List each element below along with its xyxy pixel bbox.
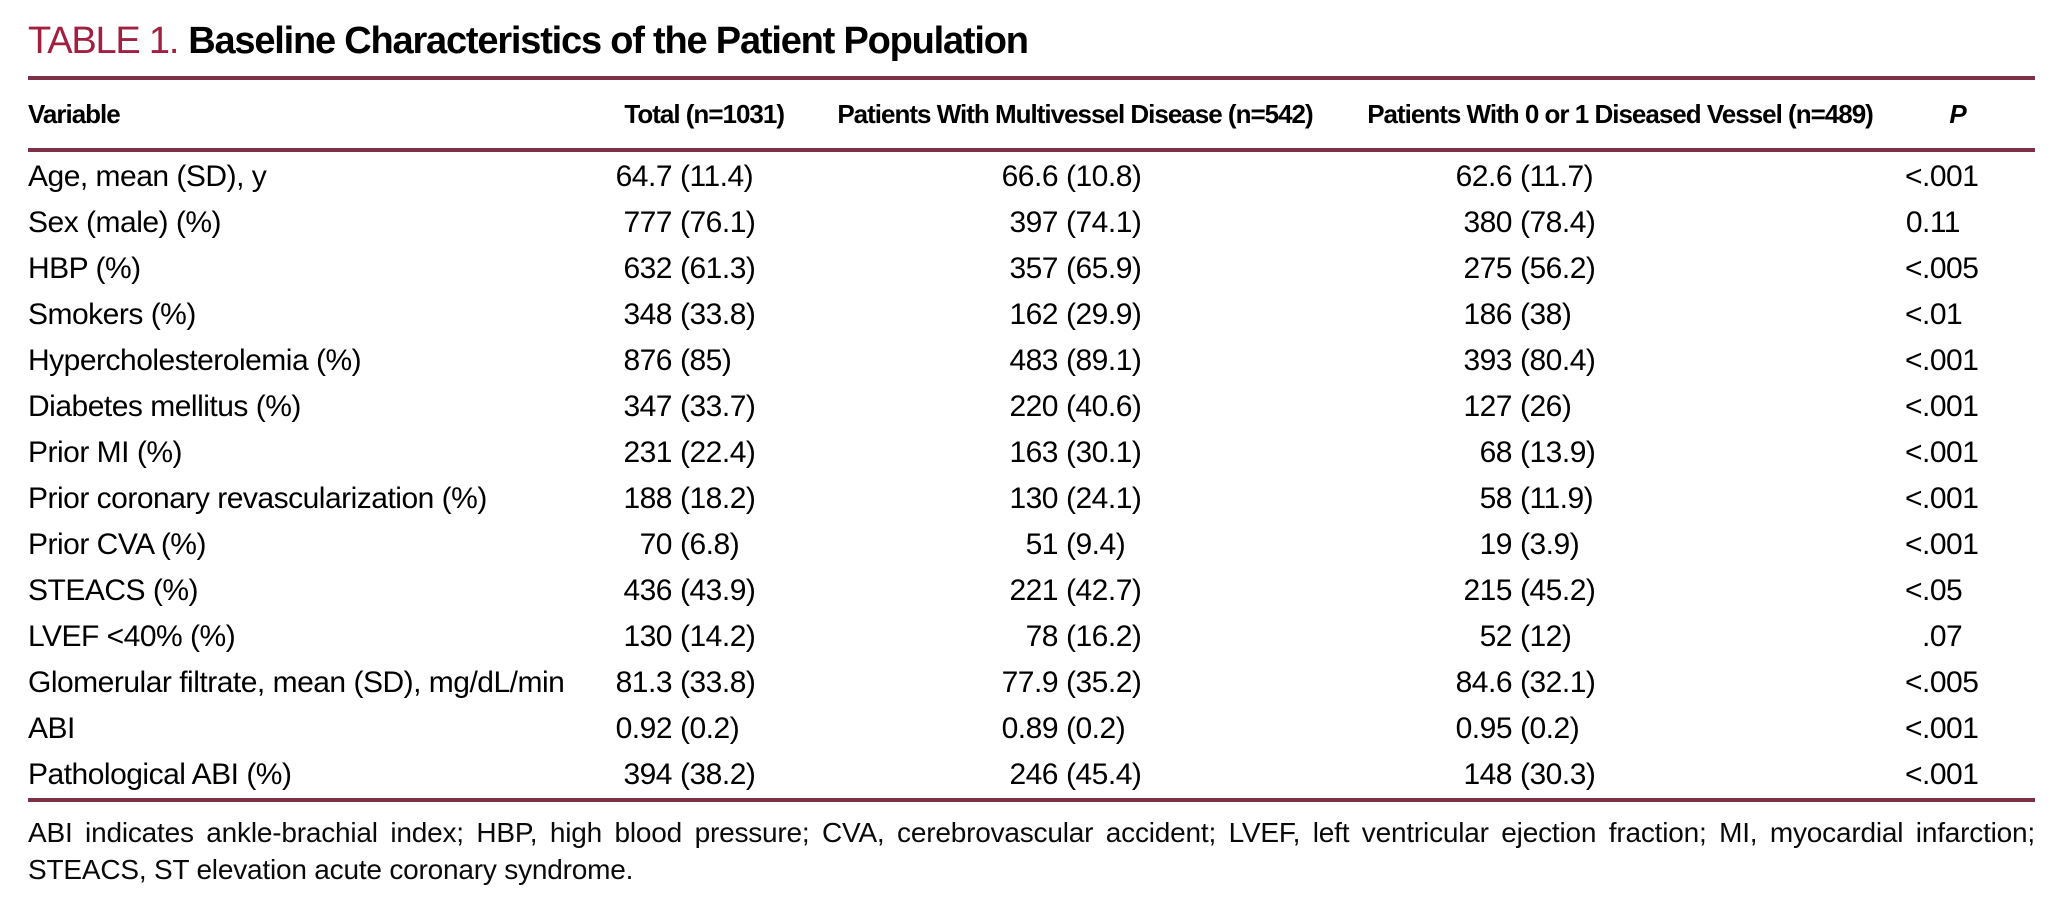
cell-total-value: 130	[623, 620, 672, 653]
table-row	[28, 706, 2035, 752]
cell-multivessel-paren: (10.8)	[1066, 160, 1142, 193]
table-row	[28, 568, 2035, 614]
cell-multivessel-paren: (45.4)	[1066, 758, 1142, 791]
cell-p-post: .001	[1922, 436, 1979, 469]
cell-variable: Glomerular filtrate, mean (SD), mg/dL/min	[28, 666, 565, 699]
cell-variable: STEACS (%)	[28, 574, 199, 607]
cell-multivessel-paren: (0.2)	[1066, 712, 1126, 745]
cell-zero_or_one-value: 393	[1463, 344, 1512, 377]
cell-zero_or_one-value: 127	[1463, 390, 1512, 423]
table-1-container	[28, 20, 2035, 888]
column-header-total: Total (n=1031)	[624, 98, 784, 129]
cell-multivessel-value: 246	[1009, 758, 1058, 791]
cell-multivessel-paren: (42.7)	[1066, 574, 1142, 607]
cell-p-pre: <	[1904, 298, 1922, 331]
table-row	[28, 430, 2035, 476]
cell-total-paren: (33.7)	[680, 390, 756, 423]
cell-p-post: .005	[1922, 252, 1979, 285]
cell-p-post: .005	[1922, 666, 1979, 699]
cell-multivessel-value: 130	[1009, 482, 1058, 515]
cell-total-paren: (43.9)	[680, 574, 756, 607]
column-header-zero-or-one: Patients With 0 or 1 Diseased Vessel (n=489)	[1367, 98, 1873, 129]
cell-p-pre: <	[1904, 482, 1922, 515]
cell-total-paren: (33.8)	[680, 298, 756, 331]
cell-multivessel-paren: (29.9)	[1066, 298, 1142, 331]
cell-multivessel-value: 77.9	[1001, 666, 1058, 699]
cell-multivessel-paren: (24.1)	[1066, 482, 1142, 515]
table-number-label: TABLE 1.	[28, 20, 179, 62]
cell-multivessel-value: 357	[1009, 252, 1058, 285]
cell-zero_or_one-paren: (45.2)	[1520, 574, 1596, 607]
cell-multivessel-paren: (40.6)	[1066, 390, 1142, 423]
cell-variable: LVEF <40% (%)	[28, 620, 236, 653]
table-row	[28, 522, 2035, 568]
cell-p-post: .001	[1922, 160, 1979, 193]
cell-variable: Diabetes mellitus (%)	[28, 390, 301, 423]
cell-zero_or_one-value: 186	[1463, 298, 1512, 331]
table-row	[28, 292, 2035, 338]
table-row	[28, 246, 2035, 292]
cell-p-post: .001	[1922, 758, 1979, 791]
cell-p-post: .001	[1922, 482, 1979, 515]
cell-zero_or_one-value: 275	[1463, 252, 1512, 285]
cell-zero_or_one-paren: (38)	[1520, 298, 1572, 331]
cell-variable: Prior MI (%)	[28, 436, 182, 469]
cell-multivessel-paren: (35.2)	[1066, 666, 1142, 699]
cell-total-value: 188	[623, 482, 672, 515]
cell-p-post: .001	[1922, 528, 1979, 561]
cell-p-pre: <	[1904, 390, 1922, 423]
column-header-variable: Variable	[28, 98, 120, 129]
cell-zero_or_one-value: 68	[1479, 436, 1512, 469]
cell-multivessel-value: 162	[1009, 298, 1058, 331]
cell-total-value: 81.3	[615, 666, 672, 699]
cell-total-value: 347	[623, 390, 672, 423]
cell-multivessel-value: 51	[1025, 528, 1058, 561]
cell-p-pre: <	[1904, 574, 1922, 607]
cell-zero_or_one-value: 380	[1463, 206, 1512, 239]
cell-p-pre: <	[1904, 712, 1922, 745]
cell-zero_or_one-value: 84.6	[1455, 666, 1512, 699]
cell-zero_or_one-paren: (56.2)	[1520, 252, 1596, 285]
cell-variable: Pathological ABI (%)	[28, 758, 292, 791]
table-row	[28, 614, 2035, 660]
cell-multivessel-paren: (9.4)	[1066, 528, 1126, 561]
table-title-text: Baseline Characteristics of the Patient Population	[188, 20, 1028, 62]
cell-multivessel-value: 483	[1009, 344, 1058, 377]
cell-p-pre: <	[1904, 436, 1922, 469]
cell-total-paren: (0.2)	[680, 712, 740, 745]
cell-total-value: 876	[623, 344, 672, 377]
cell-multivessel-value: 163	[1009, 436, 1058, 469]
cell-p-pre: <	[1904, 758, 1922, 791]
cell-multivessel-paren: (30.1)	[1066, 436, 1142, 469]
table-footnote: ABI indicates ankle-brachial index; HBP, high blood pressure; CVA, cerebrovascular accident; LVEF, left ventricular ejection fraction; MI, myocardial infarction; STEACS, ST elevation acute coronary syndrome.	[28, 817, 2035, 885]
cell-zero_or_one-paren: (13.9)	[1520, 436, 1596, 469]
cell-total-paren: (6.8)	[680, 528, 740, 561]
cell-multivessel-value: 0.89	[1001, 712, 1058, 745]
cell-zero_or_one-value: 148	[1463, 758, 1512, 791]
cell-p-post: .001	[1922, 390, 1979, 423]
cell-multivessel-value: 78	[1025, 620, 1058, 653]
cell-zero_or_one-paren: (80.4)	[1520, 344, 1596, 377]
table-row	[28, 154, 2035, 200]
table-body	[28, 152, 2035, 798]
cell-total-paren: (61.3)	[680, 252, 756, 285]
cell-total-value: 436	[623, 574, 672, 607]
cell-zero_or_one-paren: (11.9)	[1520, 482, 1594, 515]
cell-total-value: 231	[623, 436, 672, 469]
column-header-p-value: P	[1949, 98, 1966, 129]
cell-total-paren: (11.4)	[680, 160, 754, 193]
table-row	[28, 384, 2035, 430]
cell-zero_or_one-value: 0.95	[1455, 712, 1512, 745]
column-header-multivessel: Patients With Multivessel Disease (n=542)	[837, 98, 1313, 129]
cell-total-paren: (85)	[680, 344, 732, 377]
cell-zero_or_one-paren: (30.3)	[1520, 758, 1596, 791]
cell-total-paren: (18.2)	[680, 482, 756, 515]
cell-variable: Age, mean (SD), y	[28, 160, 267, 193]
cell-total-value: 394	[623, 758, 672, 791]
cell-multivessel-paren: (65.9)	[1066, 252, 1142, 285]
cell-multivessel-value: 397	[1009, 206, 1058, 239]
cell-p-pre: 0	[1905, 206, 1922, 239]
cell-variable: ABI	[28, 712, 75, 745]
table-row	[28, 752, 2035, 798]
cell-multivessel-value: 221	[1009, 574, 1058, 607]
table-rule-bottom	[28, 798, 2035, 802]
table-title	[28, 20, 2035, 62]
cell-zero_or_one-value: 52	[1479, 620, 1512, 653]
cell-multivessel-value: 220	[1009, 390, 1058, 423]
cell-p-post: .001	[1922, 344, 1979, 377]
cell-total-value: 64.7	[615, 160, 672, 193]
cell-zero_or_one-paren: (78.4)	[1520, 206, 1596, 239]
cell-total-paren: (14.2)	[680, 620, 756, 653]
table-row	[28, 476, 2035, 522]
cell-total-value: 0.92	[615, 712, 672, 745]
cell-total-value: 777	[623, 206, 672, 239]
cell-zero_or_one-value: 19	[1479, 528, 1512, 561]
cell-variable: Prior CVA (%)	[28, 528, 206, 561]
cell-total-paren: (22.4)	[680, 436, 756, 469]
cell-zero_or_one-paren: (12)	[1520, 620, 1572, 653]
table-row	[28, 660, 2035, 706]
cell-total-paren: (33.8)	[680, 666, 756, 699]
cell-variable: Smokers (%)	[28, 298, 196, 331]
table-header-row	[28, 80, 2035, 148]
cell-zero_or_one-paren: (26)	[1520, 390, 1572, 423]
cell-variable: HBP (%)	[28, 252, 141, 285]
cell-total-value: 632	[623, 252, 672, 285]
cell-p-post: .05	[1922, 574, 1963, 607]
cell-total-value: 70	[639, 528, 672, 561]
cell-p-post: .11	[1922, 206, 1960, 239]
cell-p-post: .01	[1922, 298, 1963, 331]
cell-multivessel-paren: (74.1)	[1066, 206, 1142, 239]
cell-p-pre: <	[1904, 528, 1922, 561]
cell-variable: Hypercholesterolemia (%)	[28, 344, 362, 377]
cell-p-pre: <	[1904, 344, 1922, 377]
cell-p-pre: <	[1904, 252, 1922, 285]
cell-zero_or_one-paren: (11.7)	[1520, 160, 1594, 193]
cell-zero_or_one-value: 62.6	[1455, 160, 1512, 193]
cell-zero_or_one-value: 58	[1479, 482, 1512, 515]
cell-multivessel-paren: (16.2)	[1066, 620, 1142, 653]
cell-total-paren: (38.2)	[680, 758, 756, 791]
cell-total-paren: (76.1)	[680, 206, 756, 239]
cell-zero_or_one-paren: (3.9)	[1520, 528, 1580, 561]
cell-p-pre: <	[1904, 160, 1922, 193]
cell-multivessel-value: 66.6	[1001, 160, 1058, 193]
cell-p-post: .001	[1922, 712, 1979, 745]
cell-variable: Sex (male) (%)	[28, 206, 222, 239]
cell-zero_or_one-paren: (32.1)	[1520, 666, 1596, 699]
cell-p-pre: <	[1904, 666, 1922, 699]
cell-variable: Prior coronary revascularization (%)	[28, 482, 487, 515]
cell-p-post: .07	[1922, 620, 1963, 653]
cell-multivessel-paren: (89.1)	[1066, 344, 1142, 377]
cell-zero_or_one-paren: (0.2)	[1520, 712, 1580, 745]
cell-total-value: 348	[623, 298, 672, 331]
table-row	[28, 200, 2035, 246]
cell-zero_or_one-value: 215	[1463, 574, 1512, 607]
table-row	[28, 338, 2035, 384]
